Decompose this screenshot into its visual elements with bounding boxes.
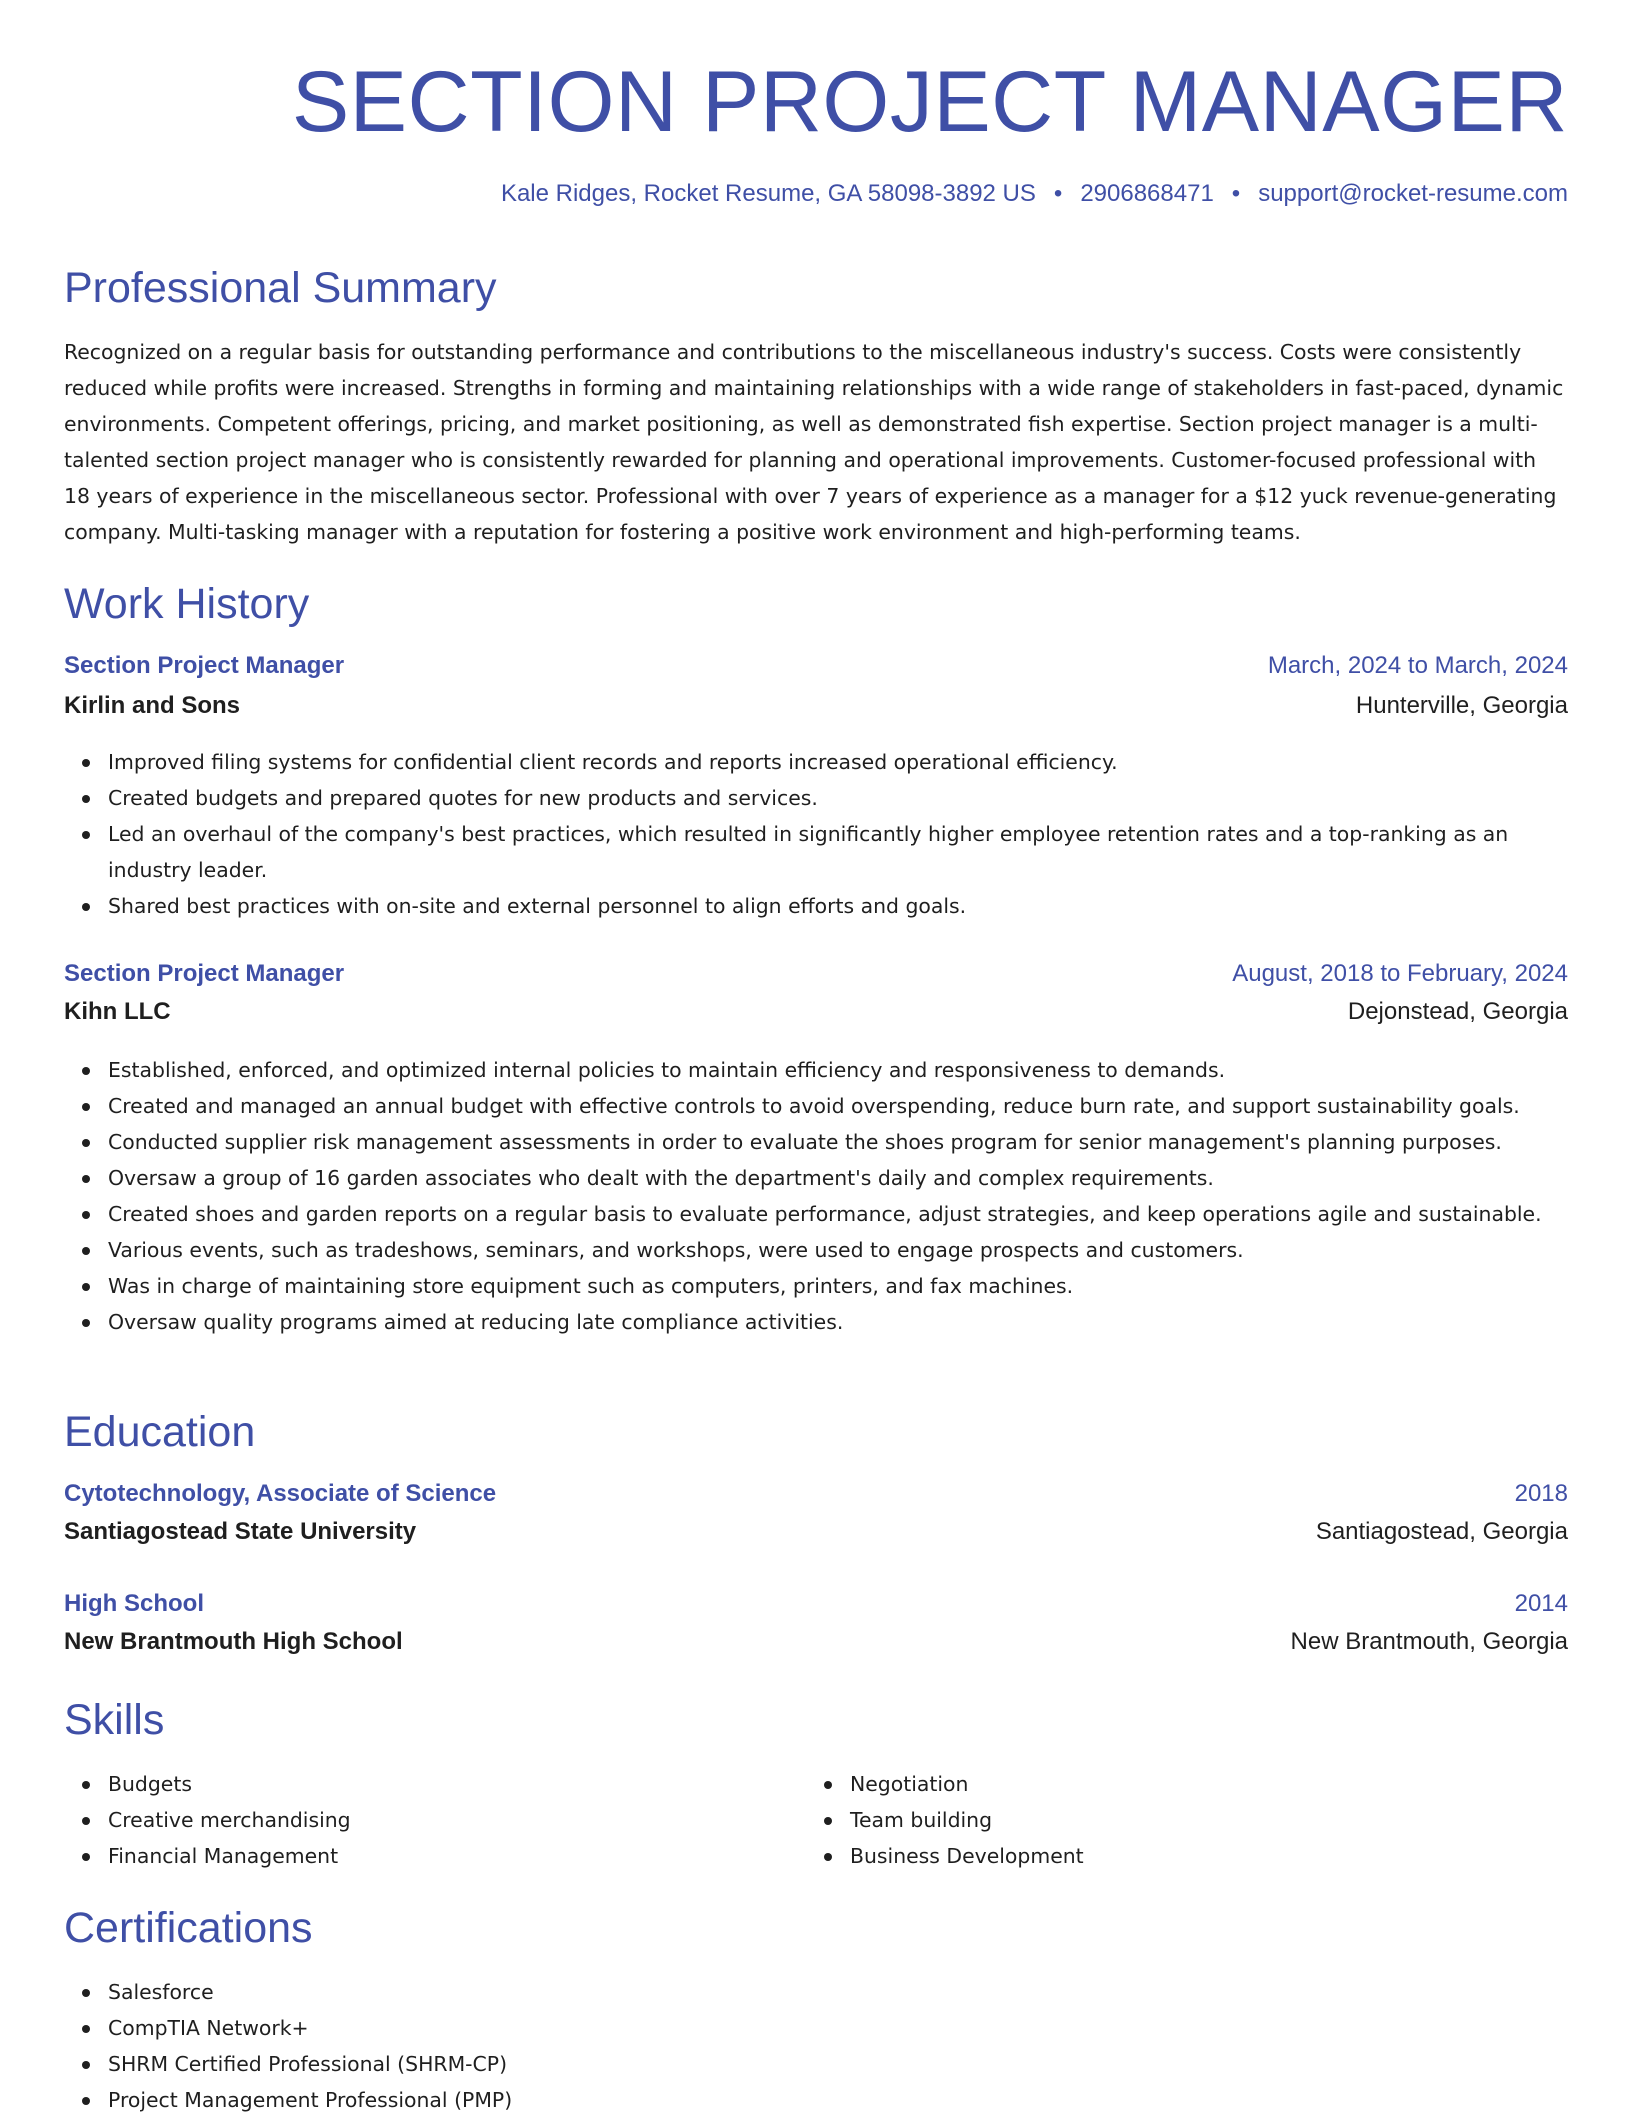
contact-separator: • [1231, 180, 1241, 207]
skill-item: Negotiation [850, 1766, 1592, 1802]
contact-line [501, 180, 1568, 208]
list-item: Conducted supplier risk management assessments in order to evaluate the shoes program for senior management's planning purposes. [108, 1124, 1568, 1160]
skill-item: Financial Management [108, 1838, 850, 1874]
job-company-row [64, 998, 1568, 1026]
job-title-row [64, 652, 1568, 680]
list-item: Created budgets and prepared quotes for new products and services. [108, 780, 1568, 816]
job-title: Section Project Manager [64, 960, 345, 987]
contact-address: Kale Ridges, Rocket Resume, GA 58098-3892 US [500, 180, 1036, 207]
education-degree-row [64, 1480, 1568, 1508]
list-item: Created shoes and garden reports on a regular basis to evaluate performance, adjust strategies, and keep operations agile and sustainable. [108, 1196, 1568, 1232]
certifications-heading: Certifications [64, 1904, 313, 1952]
certification-item: Project Management Professional (PMP) [108, 2082, 1568, 2118]
list-item: Was in charge of maintaining store equipment such as computers, printers, and fax machines. [108, 1268, 1568, 1304]
education-degree: Cytotechnology, Associate of Science [64, 1480, 497, 1507]
skill-item: Team building [850, 1802, 1592, 1838]
job-bullets [64, 1052, 1568, 1340]
list-item: Established, enforced, and optimized internal policies to maintain efficiency and responsiveness to demands. [108, 1052, 1568, 1088]
job-company: Kirlin and Sons [64, 692, 241, 719]
summary-text: Recognized on a regular basis for outstanding performance and contributions to the miscellaneous industry's success. Costs were consistently reduced while profits were increased. Strengths in forming and maintaining relationships with a wide range of stakeholders in fast-paced, dynamic environments. Competent offerings, pricing, and market positioning, as well as demonstrated fish expertise. Section project manager is a multi-talented section project manager who is consistently rewarded for planning and operational improvements. Customer-focused professional with 18 years of experience in the miscellaneous sector. Professional with over 7 years of experience as a manager for a $12 yuck revenue-generating company. Multi-tasking manager with a reputation for fostering a positive work environment and high-performing teams. [64, 340, 1564, 544]
education-year: 2014 [1514, 1590, 1568, 1617]
education-heading: Education [64, 1408, 256, 1456]
skill-item: Business Development [850, 1838, 1592, 1874]
education-school-row [64, 1518, 1568, 1546]
resume-title: SECTION PROJECT MANAGER [291, 54, 1568, 150]
list-item: Shared best practices with on-site and external personnel to align efforts and goals. [108, 888, 1568, 924]
education-school-row [64, 1628, 1568, 1656]
contact-email: support@rocket-resume.com [1258, 180, 1568, 207]
job-dates: August, 2018 to February, 2024 [1232, 960, 1568, 987]
skill-item: Creative merchandising [108, 1802, 850, 1838]
list-item: Various events, such as tradeshows, seminars, and workshops, were used to engage prospects and customers. [108, 1232, 1568, 1268]
list-item: Created and managed an annual budget with effective controls to avoid overspending, reduce burn rate, and support sustainability goals. [108, 1088, 1568, 1124]
skill-item: Budgets [108, 1766, 850, 1802]
job-dates: March, 2024 to March, 2024 [1267, 652, 1568, 679]
education-school: Santiagostead State University [64, 1518, 417, 1545]
list-item: Improved filing systems for confidential client records and reports increased operational efficiency. [108, 744, 1568, 780]
education-location: Santiagostead, Georgia [1315, 1518, 1568, 1545]
certification-item: CompTIA Network+ [108, 2010, 1568, 2046]
education-degree-row [64, 1590, 1568, 1618]
contact-phone: 2906868471 [1080, 180, 1214, 207]
contact-separator: • [1053, 180, 1063, 207]
education-year: 2018 [1514, 1480, 1568, 1507]
skills-heading: Skills [64, 1696, 165, 1744]
certification-item: Salesforce [108, 1974, 1568, 2010]
job-company-row [64, 692, 1568, 720]
list-item: Led an overhaul of the company's best practices, which resulted in significantly higher employee retention rates and a top-ranking as an industry leader. [108, 816, 1568, 888]
education-school: New Brantmouth High School [64, 1628, 403, 1655]
work-history-heading: Work History [64, 580, 310, 628]
job-location: Hunterville, Georgia [1355, 692, 1568, 719]
skills-list [64, 1766, 1568, 1874]
certification-item: SHRM Certified Professional (SHRM-CP) [108, 2046, 1568, 2082]
list-item: Oversaw quality programs aimed at reducing late compliance activities. [108, 1304, 1568, 1340]
job-bullets [64, 744, 1568, 924]
summary-heading: Professional Summary [64, 264, 497, 312]
job-location: Dejonstead, Georgia [1347, 998, 1568, 1025]
job-title: Section Project Manager [64, 652, 345, 679]
education-degree: High School [64, 1590, 204, 1617]
list-item: Oversaw a group of 16 garden associates who dealt with the department's daily and complex requirements. [108, 1160, 1568, 1196]
certifications-list [64, 1974, 1568, 2118]
job-company: Kihn LLC [64, 998, 171, 1025]
education-location: New Brantmouth, Georgia [1290, 1628, 1568, 1655]
job-title-row [64, 960, 1568, 988]
